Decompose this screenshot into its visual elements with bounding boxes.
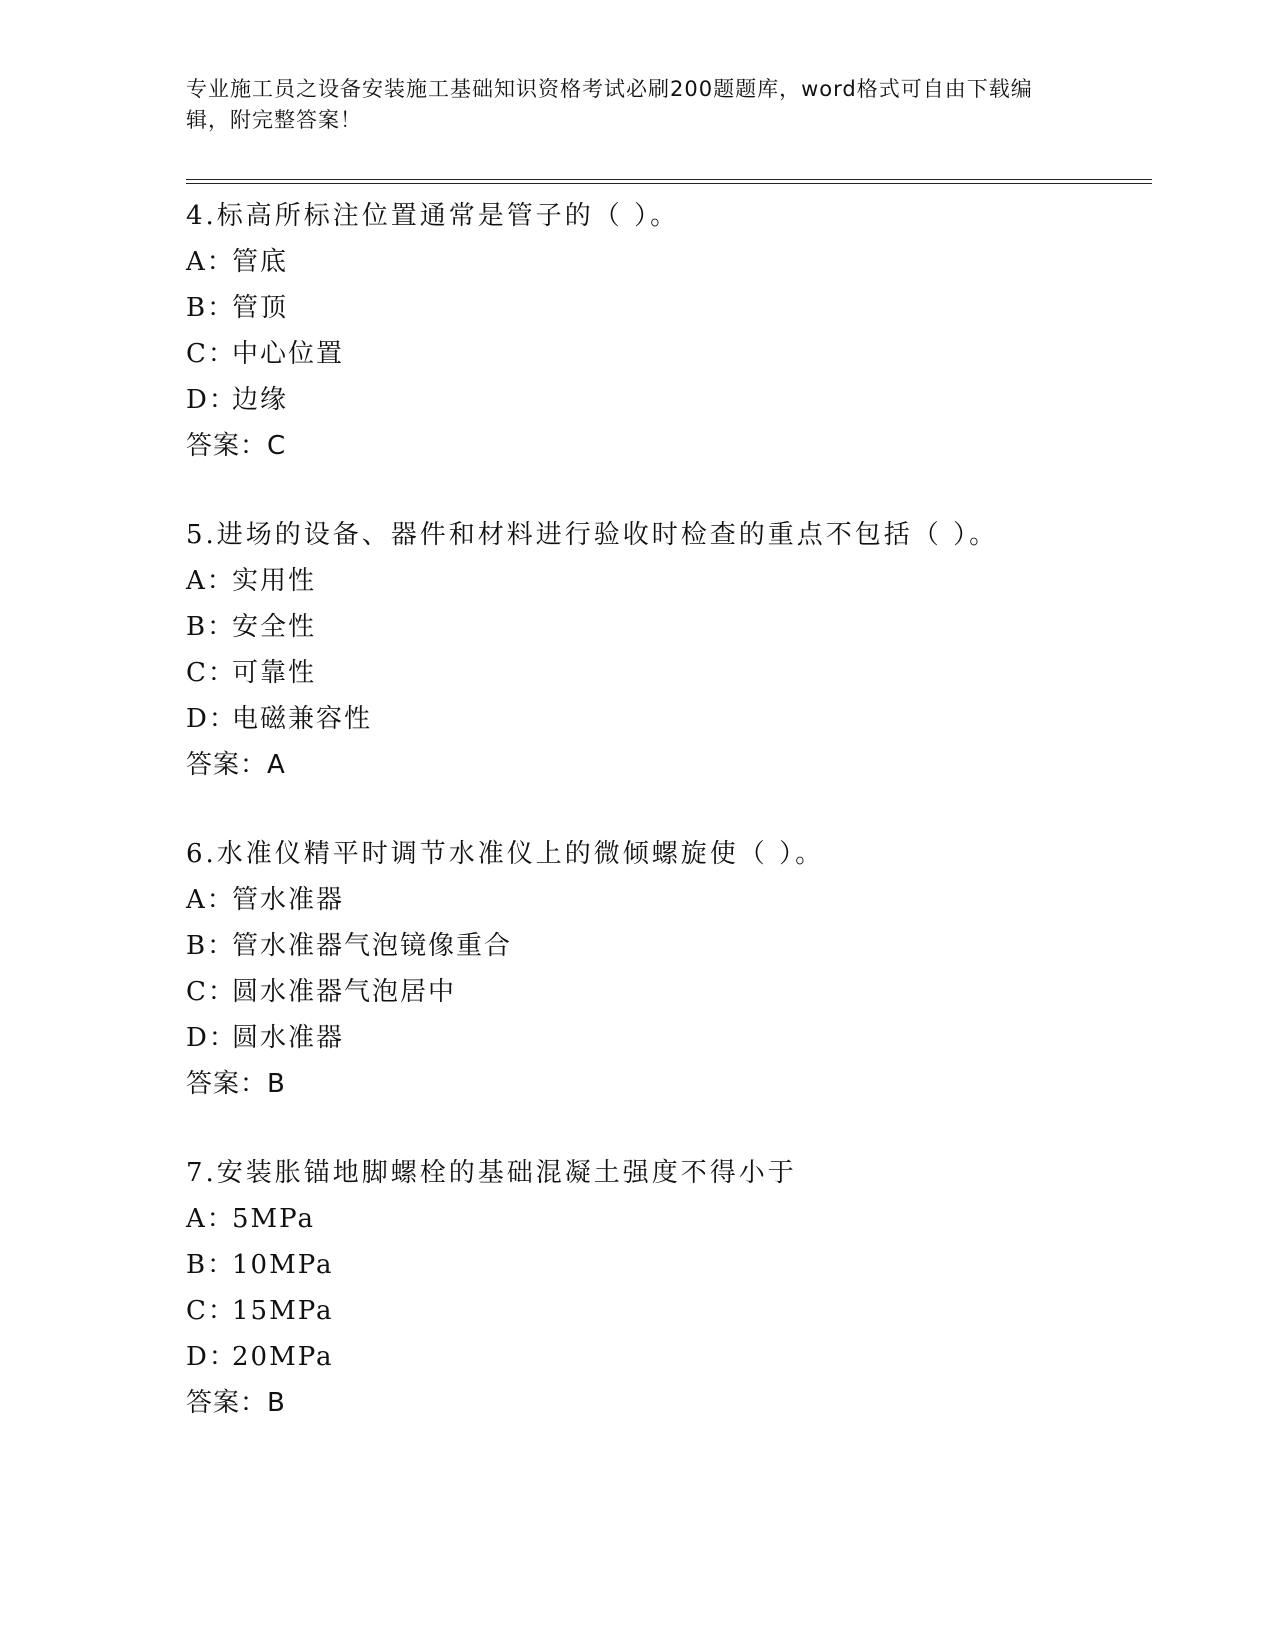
option-text: 管顶 <box>232 293 289 323</box>
option-text: 电磁兼容性 <box>232 704 373 734</box>
option-letter: C： <box>186 977 236 1007</box>
answer-line: 答案：C <box>186 431 287 461</box>
option-c <box>186 331 1086 377</box>
option-text: 安全性 <box>232 612 317 642</box>
option-d <box>186 377 1086 423</box>
document-header: 专业施工员之设备安装施工基础知识资格考试必刷200题题库，word格式可自由下载编辑，附完整答案！ <box>186 77 1033 132</box>
option-text: 5MPa <box>232 1204 315 1234</box>
option-text: 管底 <box>232 247 289 277</box>
option-b <box>186 604 1086 650</box>
option-text: 10MPa <box>232 1250 334 1280</box>
option-text: 实用性 <box>232 566 317 596</box>
option-letter: A： <box>186 1204 235 1234</box>
header-divider-top <box>186 179 1152 180</box>
option-letter: D： <box>186 704 237 734</box>
option-text: 可靠性 <box>232 658 317 688</box>
option-letter: C： <box>186 339 236 369</box>
option-text: 圆水准器 <box>232 1023 345 1053</box>
option-d <box>186 696 1086 742</box>
option-a <box>186 239 1086 285</box>
question-block <box>186 193 1086 469</box>
option-a <box>186 877 1086 923</box>
option-c <box>186 1288 1086 1334</box>
question-stem: 6.水准仪精平时调节水准仪上的微倾螺旋使（ ）。 <box>186 839 825 869</box>
header-divider-bottom <box>186 183 1152 184</box>
option-a <box>186 1196 1086 1242</box>
option-letter: C： <box>186 658 236 688</box>
answer-line: 答案：A <box>186 750 286 780</box>
option-b <box>186 923 1086 969</box>
option-c <box>186 969 1086 1015</box>
option-letter: D： <box>186 1342 237 1372</box>
option-a <box>186 558 1086 604</box>
question-block <box>186 512 1086 788</box>
option-text: 20MPa <box>232 1342 334 1372</box>
question-stem: 7.安装胀锚地脚螺栓的基础混凝土强度不得小于 <box>186 1158 797 1188</box>
option-text: 中心位置 <box>232 339 345 369</box>
option-letter: B： <box>186 931 236 961</box>
option-b <box>186 1242 1086 1288</box>
question-stem: 4.标高所标注位置通常是管子的（ ）。 <box>186 201 680 231</box>
option-d <box>186 1334 1086 1380</box>
option-letter: A： <box>186 247 235 277</box>
question-block <box>186 831 1086 1107</box>
answer-line: 答案：B <box>186 1069 286 1099</box>
option-letter: A： <box>186 885 235 915</box>
option-text: 边缘 <box>232 385 289 415</box>
option-d <box>186 1015 1086 1061</box>
answer-line: 答案：B <box>186 1388 286 1418</box>
option-letter: B： <box>186 1250 236 1280</box>
option-text: 圆水准器气泡居中 <box>232 977 457 1007</box>
option-text: 管水准器 <box>232 885 345 915</box>
option-text: 15MPa <box>232 1296 334 1326</box>
option-letter: D： <box>186 385 237 415</box>
option-letter: B： <box>186 612 236 642</box>
option-b <box>186 285 1086 331</box>
question-block <box>186 1150 1086 1426</box>
question-stem: 5.进场的设备、器件和材料进行验收时检查的重点不包括（ ）。 <box>186 520 999 550</box>
option-letter: D： <box>186 1023 237 1053</box>
option-letter: C： <box>186 1296 236 1326</box>
option-c <box>186 650 1086 696</box>
option-text: 管水准器气泡镜像重合 <box>232 931 513 961</box>
option-letter: B： <box>186 293 236 323</box>
option-letter: A： <box>186 566 235 596</box>
